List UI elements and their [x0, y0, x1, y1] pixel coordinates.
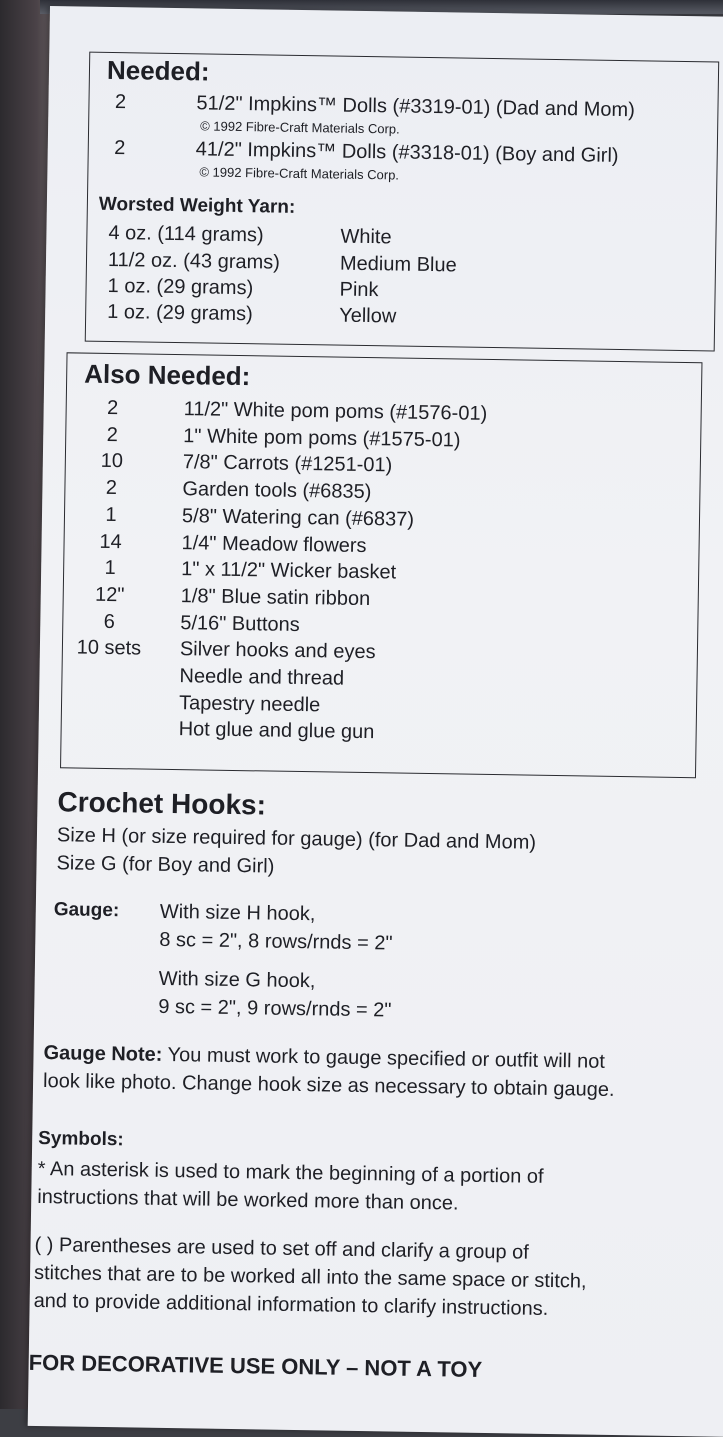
asterisk-line2: instructions that will be worked more than once.	[37, 1185, 459, 1215]
yarn-amount: 1 oz. (29 grams)	[107, 274, 254, 300]
yarn-amount: 1 oz. (29 grams)	[107, 300, 253, 326]
gauge-note-text: You must work to gauge specified or outfit will not	[162, 1043, 606, 1073]
hook-line: Size G (for Boy and Girl)	[56, 852, 275, 878]
also-needed-item: 1" x 11/2" Wicker basket	[180, 558, 397, 584]
also-needed-item: 5/8" Watering can (#6837)	[181, 504, 415, 531]
also-needed-qty: 6	[103, 610, 116, 633]
gauge-g-line1: With size G hook,	[158, 967, 316, 993]
gauge-note-line2: look like photo. Change hook size as necessary to obtain gauge.	[42, 1070, 615, 1101]
needed-title: Needed:	[106, 54, 210, 87]
doll-copyright: © 1992 Fibre-Craft Materials Corp.	[199, 164, 400, 183]
also-needed-item: Hot glue and glue gun	[178, 718, 375, 744]
symbols-title: Symbols:	[38, 1127, 124, 1151]
doll-desc: 41/2" Impkins™ Dolls (#3318-01) (Boy and Girl)	[195, 138, 619, 167]
parentheses-line2: stitches that are to be worked all into the same space or stitch,	[33, 1261, 587, 1293]
doll-desc: 51/2" Impkins™ Dolls (#3319-01) (Dad and Mom)	[196, 92, 635, 122]
yarn-title: Worsted Weight Yarn:	[98, 193, 296, 218]
also-needed-item: 1" White pom poms (#1575-01)	[183, 424, 461, 452]
also-needed-item: 1/8" Blue satin ribbon	[180, 585, 371, 610]
yarn-amount: 11/2 oz. (43 grams)	[107, 248, 281, 274]
also-needed-item: 7/8" Carrots (#1251-01)	[182, 451, 393, 477]
doll-copyright: © 1992 Fibre-Craft Materials Corp.	[200, 118, 400, 137]
also-needed-qty: 2	[106, 396, 119, 420]
also-needed-item: 5/16" Buttons	[180, 611, 300, 636]
also-needed-qty: 1	[104, 557, 116, 580]
doll-qty: 2	[114, 91, 127, 114]
also-needed-qty: 2	[105, 477, 118, 500]
asterisk-line1: * An asterisk is used to mark the beginning of a portion of	[37, 1157, 544, 1188]
yarn-color: White	[340, 225, 392, 249]
also-needed-qty: 14	[99, 530, 122, 553]
yarn-color: Pink	[339, 278, 379, 302]
also-needed-title: Also Needed:	[83, 358, 251, 392]
also-needed-item: Tapestry needle	[178, 691, 321, 717]
yarn-amount: 4 oz. (114 grams)	[108, 221, 264, 247]
gauge-label: Gauge:	[53, 899, 120, 922]
pattern-page	[28, 6, 723, 1437]
also-needed-qty: 10 sets	[76, 636, 142, 660]
also-needed-qty: 2	[106, 423, 119, 446]
also-needed-item: Garden tools (#6835)	[182, 478, 372, 504]
also-needed-item: 11/2" White pom poms (#1576-01)	[183, 398, 488, 425]
crochet-hooks-title: Crochet Hooks:	[57, 786, 267, 821]
hook-line: Size H (or size required for gauge) (for Dad and Mom)	[56, 824, 537, 854]
doll-qty: 2	[114, 137, 126, 160]
gauge-note-label: Gauge Note:	[43, 1042, 163, 1066]
gauge-g-line2: 9 sc = 2", 9 rows/rnds = 2"	[158, 995, 392, 1022]
parentheses-line3: and to provide additional information to clarify instructions.	[33, 1289, 549, 1320]
also-needed-qty: 10	[100, 450, 124, 473]
gauge-h-line1: With size H hook,	[159, 900, 316, 926]
gauge-h-line2: 8 sc = 2", 8 rows/rnds = 2"	[159, 928, 393, 955]
yarn-color: Yellow	[339, 304, 397, 328]
gauge-note-line1	[43, 1042, 605, 1074]
also-needed-item: 1/4" Meadow flowers	[181, 531, 367, 557]
decorative-warning: FOR DECORATIVE USE ONLY – NOT A TOY	[28, 1349, 483, 1382]
yarn-color: Medium Blue	[339, 252, 457, 277]
also-needed-qty: 12"	[94, 583, 125, 607]
also-needed-item: Needle and thread	[179, 665, 345, 690]
parentheses-line1: ( ) Parentheses are used to set off and clarify a group of	[34, 1233, 530, 1264]
also-needed-item: Silver hooks and eyes	[179, 638, 376, 664]
also-needed-qty: 1	[105, 503, 117, 526]
